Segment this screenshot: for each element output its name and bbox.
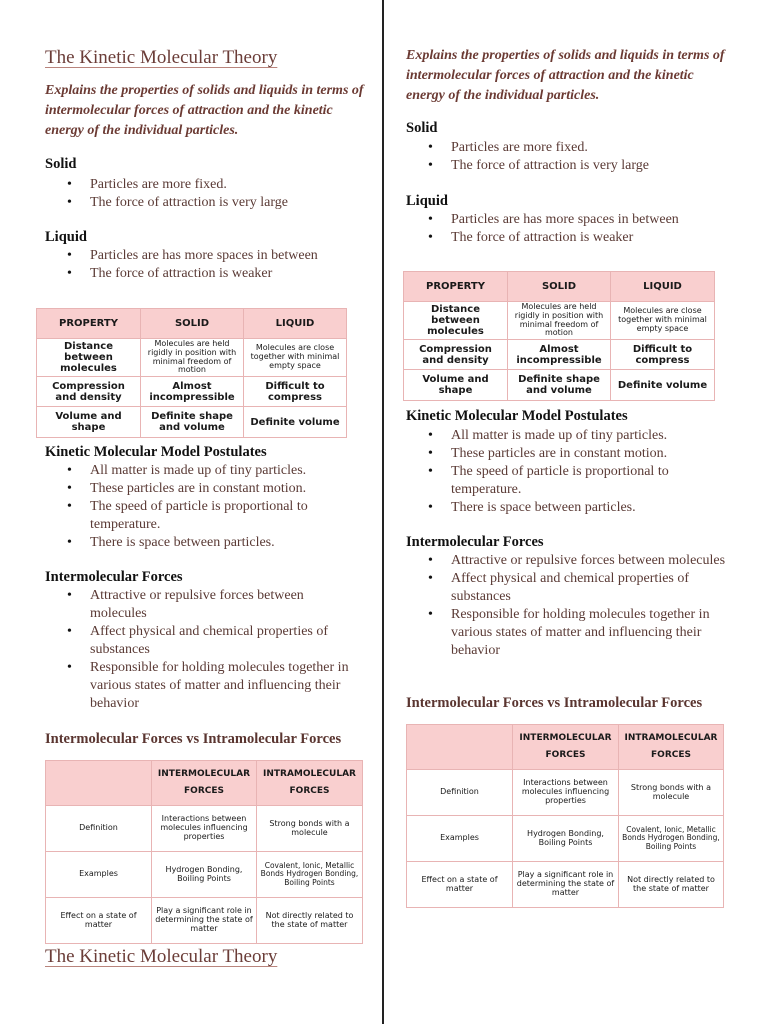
list-item: • These particles are in constant motion. (45, 480, 355, 498)
solid-list (406, 139, 726, 175)
list-item: • Particles are more fixed. (406, 139, 726, 157)
table-row (37, 377, 347, 407)
footer-title: The Kinetic Molecular Theory (45, 946, 278, 967)
list-item: • There is space between particles. (45, 534, 355, 552)
table-cell: Interactions between molecules influencing properties (513, 770, 619, 816)
table-row (37, 339, 347, 377)
table-header: LIQUID (244, 309, 347, 339)
table-row (407, 816, 724, 862)
intro-text: Explains the properties of solids and liquids in terms of intermolecular forces of attraction and the kinetic energy of the individual particles. (406, 48, 725, 103)
list-item: • There is space between particles. (406, 499, 716, 517)
table-cell: Hydrogen Bonding, Boiling Points (152, 852, 257, 898)
postulates-heading: Kinetic Molecular Model Postulates (406, 408, 628, 424)
table-cell: Definite shape and volume (141, 407, 244, 438)
table-cell: Not directly related to the state of matter (619, 862, 724, 908)
properties-table (403, 271, 715, 401)
column-divider (382, 0, 384, 1024)
table-row (46, 806, 363, 852)
list-item: • Particles are has more spaces in between (45, 247, 365, 265)
table-cell: Play a significant role in determining the state of matter (152, 898, 257, 944)
table-cell: Molecules are close together with minimal empty space (611, 302, 715, 340)
table-cell: Interactions between molecules influencing properties (152, 806, 257, 852)
table-row (407, 862, 724, 908)
liquid-list (406, 211, 726, 247)
table-cell: Definite volume (611, 370, 715, 401)
table-row (37, 407, 347, 438)
table-header: INTRAMOLECULAR FORCES (619, 725, 724, 770)
table-cell: Covalent, Ionic, Metallic Bonds Hydrogen Bonding, Boiling Points (257, 852, 363, 898)
list-item: • Attractive or repulsive forces between molecules (45, 587, 355, 623)
table-row (46, 852, 363, 898)
table-cell: Strong bonds with a molecule (619, 770, 724, 816)
comparison-heading: Intermolecular Forces vs Intramolecular Forces (406, 695, 703, 711)
list-item: • All matter is made up of tiny particles. (45, 462, 355, 480)
table-cell: Strong bonds with a molecule (257, 806, 363, 852)
table-cell: Hydrogen Bonding, Boiling Points (513, 816, 619, 862)
list-item: • Affect physical and chemical properties of substances (406, 570, 726, 606)
list-item: • The force of attraction is weaker (45, 265, 365, 283)
table-row (404, 302, 715, 340)
table-cell: Compression and density (404, 340, 508, 370)
forces-table (406, 724, 724, 908)
table-cell: Molecules are held rigidly in position with minimal freedom of motion (141, 339, 244, 377)
list-item: • Particles are has more spaces in between (406, 211, 726, 229)
table-cell: Effect on a state of matter (407, 862, 513, 908)
imf-heading: Intermolecular Forces (406, 534, 544, 550)
table-cell: Compression and density (37, 377, 141, 407)
table-cell: Covalent, Ionic, Metallic Bonds Hydrogen Bonding, Boiling Points (619, 816, 724, 862)
table-cell: Play a significant role in determining the state of matter (513, 862, 619, 908)
table-cell: Examples (407, 816, 513, 862)
table-header (407, 725, 513, 770)
table-header: INTRAMOLECULAR FORCES (257, 761, 363, 806)
imf-heading: Intermolecular Forces (45, 569, 183, 585)
table-cell: Definition (407, 770, 513, 816)
liquid-heading: Liquid (45, 229, 87, 245)
table-cell: Definition (46, 806, 152, 852)
table-header (46, 761, 152, 806)
list-item: • The speed of particle is proportional to temperature. (45, 498, 355, 534)
table-row (407, 770, 724, 816)
table-cell: Effect on a state of matter (46, 898, 152, 944)
table-cell: Almost incompressible (141, 377, 244, 407)
table-cell: Volume and shape (37, 407, 141, 438)
list-item: • Responsible for holding molecules together in various states of matter and influencing their behavior (45, 659, 355, 713)
liquid-heading: Liquid (406, 193, 448, 209)
solid-heading: Solid (406, 120, 438, 136)
comparison-heading: Intermolecular Forces vs Intramolecular Forces (45, 731, 342, 747)
liquid-list (45, 247, 365, 283)
list-item: • These particles are in constant motion. (406, 445, 716, 463)
table-cell: Definite shape and volume (508, 370, 611, 401)
table-cell: Almost incompressible (508, 340, 611, 370)
table-cell: Difficult to compress (244, 377, 347, 407)
properties-table (36, 308, 347, 438)
table-cell: Distance between molecules (37, 339, 141, 377)
table-cell: Definite volume (244, 407, 347, 438)
table-header: PROPERTY (37, 309, 141, 339)
table-header: SOLID (508, 272, 611, 302)
table-cell: Volume and shape (404, 370, 508, 401)
table-cell: Distance between molecules (404, 302, 508, 340)
imf-list (45, 587, 355, 713)
solid-list (45, 176, 365, 212)
table-header: SOLID (141, 309, 244, 339)
list-item: • The force of attraction is very large (45, 194, 365, 212)
intro-text: Explains the properties of solids and liquids in terms of intermolecular forces of attraction and the kinetic energy of the individual particles. (45, 83, 364, 138)
list-item: • The force of attraction is weaker (406, 229, 726, 247)
table-row (404, 370, 715, 401)
list-item: • Attractive or repulsive forces between molecules (406, 552, 726, 570)
table-header: INTERMOLECULAR FORCES (152, 761, 257, 806)
list-item: • Affect physical and chemical properties of substances (45, 623, 355, 659)
table-cell: Examples (46, 852, 152, 898)
forces-table (45, 760, 363, 944)
list-item: • The speed of particle is proportional to temperature. (406, 463, 716, 499)
table-header: LIQUID (611, 272, 715, 302)
page-title: The Kinetic Molecular Theory (45, 47, 278, 68)
list-item: • All matter is made up of tiny particles. (406, 427, 716, 445)
solid-heading: Solid (45, 156, 77, 172)
table-cell: Molecules are held rigidly in position with minimal freedom of motion (508, 302, 611, 340)
postulates-heading: Kinetic Molecular Model Postulates (45, 444, 267, 460)
table-cell: Not directly related to the state of matter (257, 898, 363, 944)
list-item: • Particles are more fixed. (45, 176, 365, 194)
postulates-list (45, 462, 355, 552)
list-item: • The force of attraction is very large (406, 157, 726, 175)
table-cell: Molecules are close together with minimal empty space (244, 339, 347, 377)
table-header: INTERMOLECULAR FORCES (513, 725, 619, 770)
imf-list (406, 552, 726, 660)
table-cell: Difficult to compress (611, 340, 715, 370)
postulates-list (406, 427, 716, 517)
list-item: • Responsible for holding molecules together in various states of matter and influencing their behavior (406, 606, 726, 660)
table-row (404, 340, 715, 370)
table-row (46, 898, 363, 944)
table-header: PROPERTY (404, 272, 508, 302)
